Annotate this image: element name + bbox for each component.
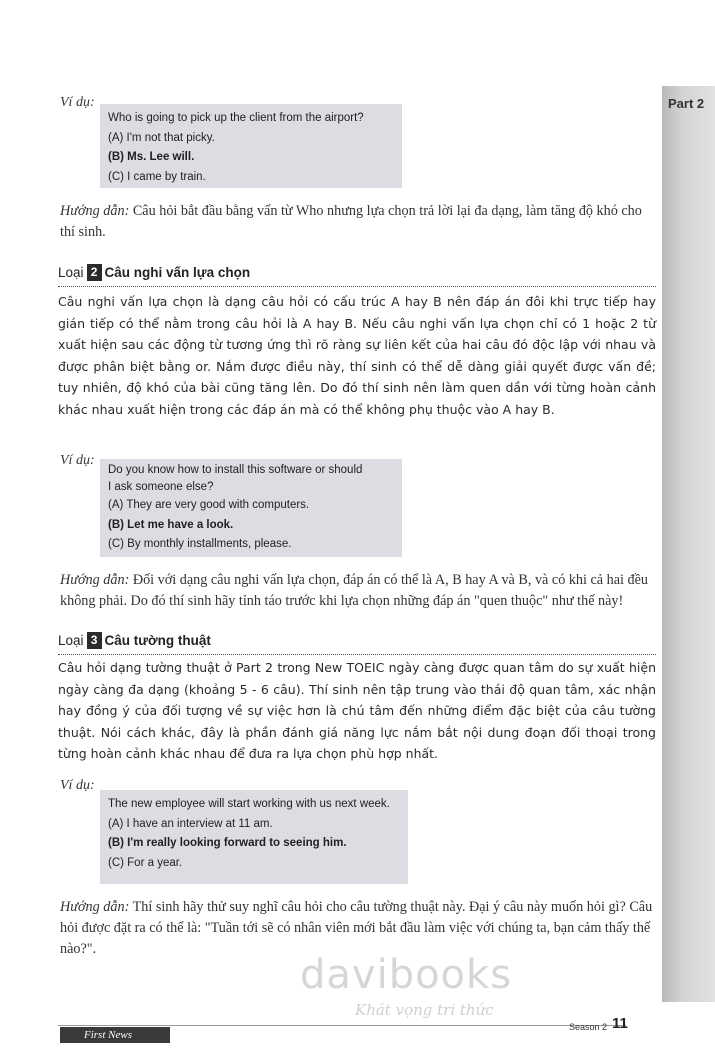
page-number: 11 [612,1015,628,1032]
example-2-option-a: (A) They are very good with computers. [108,499,310,511]
section-3-title: Câu tường thuật [104,633,211,648]
section-2-number: 2 [87,264,102,281]
example-3-label: Ví dụ: [60,778,95,793]
example-3-question: The new employee will start working with us next week. [108,798,390,810]
example-1-option-b: (B) Ms. Lee will. [108,151,195,163]
example-1-box [100,104,402,188]
guide-2 [60,570,656,612]
footer-season: Season 2 [569,1022,608,1032]
guide-1-label: Hướng dẫn: [60,203,130,219]
example-3-box [100,790,408,884]
guide-3-text: Thí sinh hãy thử suy nghĩ câu hỏi cho câu tường thuật này. Đại ý câu này muốn hỏi gì? Câu hỏi được đặt ra có thể là: "Tuần tới sẽ có nhân viên mới bắt đầu làm việc với chúng ta, bạn cảm thấy thế nào?". [60,899,653,957]
guide-1 [60,201,656,243]
part-tab-label: Part 2 [668,96,705,111]
part-sidebar [662,86,715,1002]
section-2-heading [58,264,656,287]
section-2-paragraph: Câu nghi vấn lựa chọn là dạng câu hỏi có cấu trúc A hay B nên đáp án đôi khi trực tiếp hay gián tiếp có thể nằm trong câu hỏi là A hay B. Nếu câu nghi vấn lựa chọn chỉ có 1 hoặc 2 từ xuất hiện sau các động từ tương ứng thì rõ ràng sự liên kết của hai câu đó độc lập với nhau và được phân biệt bằng or. Nắm được điều này, thí sinh có thể dễ dàng giải quyết được vấn đề; tuy nhiên, độ khó của bài cũng tăng lên. Do đó thí sinh nên làm quen dần với từng hoàn cảnh khác nhau xuất hiện trong các đáp án mà có thể không phụ thuộc vào A hay B. [58,294,656,417]
example-3-option-b: (B) I'm really looking forward to seeing him. [108,837,347,849]
section-3-paragraph: Câu hỏi dạng tường thuật ở Part 2 trong New TOEIC ngày càng được quan tâm do sự xuất hiện ngày càng đa dạng (khoảng 5 - 6 câu). Thí sinh nên tập trung vào thái độ quan tâm, xác nhận hay đồng ý của đối tượng về sự việc hơn là chú tâm đến những điểm đặc biệt của câu tường thuật. Nói cách khác, đây là phần đánh giá năng lực nắm bắt nội dung đoạn đối thoại trong từng hoàn cảnh khác nhau để đưa ra lựa chọn phù hợp nhất. [58,660,656,761]
example-1-option-c: (C) I came by train. [108,170,206,183]
example-2-box [100,459,402,557]
watermark-slogan: Khát vọng tri thức [355,1001,494,1019]
guide-2-label: Hướng dẫn: [60,572,130,588]
guide-3-label: Hướng dẫn: [60,899,130,915]
section-2-title: Câu nghi vấn lựa chọn [104,265,251,280]
guide-1-text: Câu hỏi bắt đầu bằng vấn từ Who nhưng lựa chọn trả lời lại đa dạng, làm tăng độ khó cho thí sinh. [60,203,642,240]
section-3-loai: Loại [58,633,84,648]
example-1-label: Ví dụ: [60,95,95,110]
example-2-option-b: (B) Let me have a look. [108,518,234,531]
guide-2-text: Đối với dạng câu nghi vấn lựa chọn, đáp án có thể là A, B hay A và B, và có khi cả hai đều không phải. Do đó thí sinh hãy tỉnh táo trước khi lựa chọn những đáp án "quen thuộc" như thế này! [60,572,649,609]
example-3-option-a: (A) I have an interview at 11 am. [108,817,273,830]
footer-divider [58,1025,626,1026]
example-1-question: Who is going to pick up the client from the airport? [108,112,364,124]
watermark-brand: davibooks [300,952,513,998]
section-3-number: 3 [87,632,102,649]
example-1-option-a: (A) I'm not that picky. [108,131,215,144]
example-2-question-line1: Do you know how to install this software or should [108,464,363,476]
publisher-logo: First News [60,1027,170,1043]
section-2-loai: Loại [58,265,84,280]
example-2-option-c: (C) By monthly installments, please. [108,538,292,550]
example-2-question-line2: I ask someone else? [108,481,214,493]
example-3-option-c: (C) For a year. [108,856,183,869]
section-3-heading [58,632,656,655]
guide-3 [60,897,656,960]
example-2-label: Ví dụ: [60,453,95,468]
